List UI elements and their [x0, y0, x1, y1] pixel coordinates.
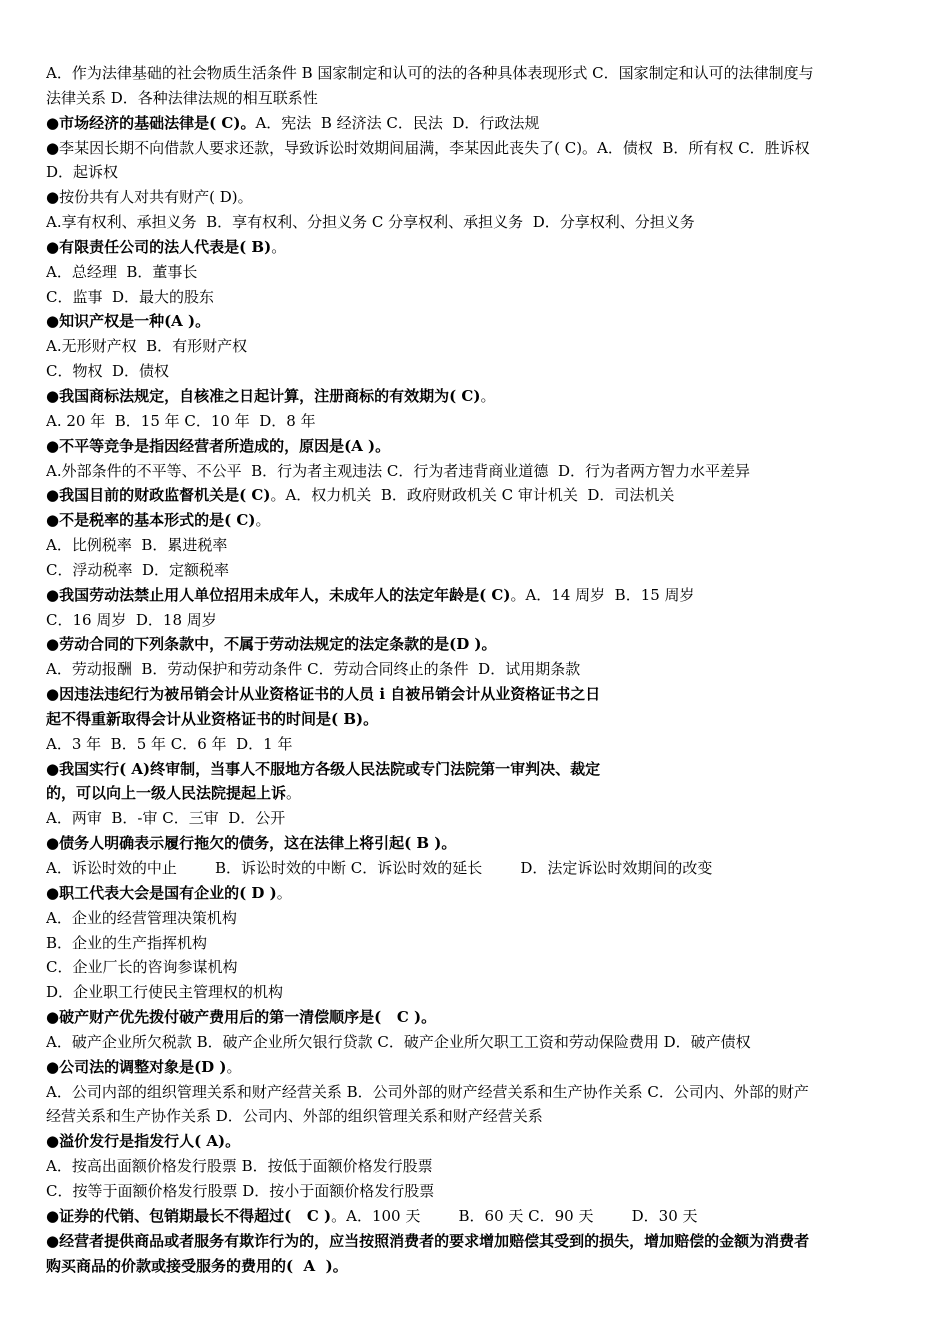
- question-text: ●有限责任公司的法人代表是( B): [46, 237, 272, 256]
- question-text: ●职工代表大会是国有企业的( D ): [46, 883, 277, 902]
- body-text: A．3 年 B．5 年 C．6 年 D．1 年: [46, 734, 293, 753]
- text-line: [46, 1254, 906, 1279]
- body-text: A．宪法 B 经济法 C．民法 D．行政法规: [255, 113, 540, 132]
- question-text: ●知识产权是一种(A )。: [46, 312, 211, 331]
- text-line: [46, 136, 906, 161]
- text-line: [46, 185, 906, 210]
- question-text: ●公司法的调整对象是(D ): [46, 1057, 227, 1076]
- question-text: ●我国目前的财政监督机关是( C): [46, 486, 271, 505]
- question-text: ●不平等竞争是指因经营者所造成的，原因是(A )。: [46, 436, 391, 455]
- question-text: ●债务人明确表示履行拖欠的债务，这在法律上将引起( B )。: [46, 834, 457, 853]
- text-line: [46, 533, 906, 558]
- text-line: [46, 1055, 906, 1080]
- text-line: [46, 757, 906, 782]
- question-text: ●我国商标法规定，自核准之日起计算，注册商标的有效期为( C): [46, 386, 481, 405]
- text-line: [46, 806, 906, 831]
- body-text: A.外部条件的不平等、不公平 B．行为者主观违法 C．行为者违背商业道德 D．行为者两方智力水平差异: [46, 461, 750, 480]
- text-line: [46, 334, 906, 359]
- question-text: ●经营者提供商品或者服务有欺诈行为的，应当按照消费者的要求增加赔偿其受到的损失，增加赔偿的金额为消费者: [46, 1231, 810, 1250]
- text-line: [46, 980, 906, 1005]
- text-line: [46, 235, 906, 260]
- text-line: [46, 657, 906, 682]
- text-line: [46, 384, 906, 409]
- text-line: [46, 1179, 906, 1204]
- body-text: ●李某因长期不向借款人要求还款，导致诉讼时效期间届满，李某因此丧失了( C)。A．债权 B．所有权 C．胜诉权: [46, 138, 810, 157]
- question-text: ●不是税率的基本形式的是( C): [46, 511, 256, 530]
- body-text: 经营关系和生产协作关系 D．公司内、外部的组织管理关系和财产经营关系: [46, 1107, 543, 1126]
- body-text: 。: [271, 237, 287, 256]
- text-line: [46, 1229, 906, 1254]
- body-text: C．按等于面额价格发行股票 D．按小于面额价格发行股票: [46, 1181, 435, 1200]
- question-text: 的，可以向上一级人民法院提起上诉: [46, 784, 287, 803]
- body-text: C．浮动税率 D．定额税率: [46, 560, 230, 579]
- body-text: 。A．权力机关 B．政府财政机关 C 审计机关 D．司法机关: [270, 486, 675, 505]
- text-line: [46, 1080, 906, 1105]
- text-line: [46, 583, 906, 608]
- text-line: [46, 1005, 906, 1030]
- question-text: ●因违法违纪行为被吊销会计从业资格证书的人员 i 自被吊销会计从业资格证书之日: [46, 685, 601, 704]
- body-text: A．总经理 B．董事长: [46, 262, 198, 281]
- text-line: [46, 508, 906, 533]
- text-line: [46, 558, 906, 583]
- body-text: A.享有权利、承担义务 B．享有权利、分担义务 C 分享权利、承担义务 D．分享权利、分担义务: [46, 213, 695, 232]
- text-line: [46, 1204, 906, 1229]
- body-text: 。A．100 天 B．60 天 C．90 天 D．30 天: [331, 1206, 698, 1225]
- body-text: A. 20 年 B．15 年 C．10 年 D．8 年: [46, 411, 316, 430]
- text-line: [46, 1154, 906, 1179]
- text-line: [46, 881, 906, 906]
- text-line: [46, 608, 906, 633]
- body-text: 。: [255, 511, 271, 530]
- text-line: [46, 1129, 906, 1154]
- body-text: C．16 周岁 D．18 周岁: [46, 610, 217, 629]
- text-line: [46, 285, 906, 310]
- question-text: 起不得重新取得会计从业资格证书的时间是( B)。: [46, 709, 379, 728]
- text-line: [46, 831, 906, 856]
- body-text: 。A．14 周岁 B．15 周岁: [510, 585, 695, 604]
- body-text: A．作为法律基础的社会物质生活条件 B 国家制定和认可的法的各种具体表现形式 C．国家制定和认可的法律制度与: [46, 64, 814, 82]
- body-text: 。: [480, 386, 496, 405]
- text-line: [46, 955, 906, 980]
- question-text: ●证券的代销、包销期最长不得超过( C ): [46, 1206, 332, 1225]
- question-text: ●破产财产优先拨付破产费用后的第一清偿顺序是( C )。: [46, 1008, 437, 1027]
- body-text: A．比例税率 B．累进税率: [46, 536, 228, 555]
- body-text: C．企业厂长的咨询参谋机构: [46, 958, 238, 977]
- body-text: C．物权 D．债权: [46, 362, 170, 381]
- text-line: [46, 409, 906, 434]
- text-line: [46, 61, 906, 86]
- body-text: 。: [286, 784, 302, 803]
- body-text: A．两审 B．-审 C．三审 D．公开: [46, 809, 286, 828]
- text-line: [46, 459, 906, 484]
- body-text: D．企业职工行使民主管理权的机构: [46, 983, 284, 1002]
- text-line: [46, 1030, 906, 1055]
- text-line: [46, 732, 906, 757]
- text-line: [46, 359, 906, 384]
- body-text: B．企业的生产指挥机构: [46, 933, 208, 952]
- text-line: [46, 781, 906, 806]
- text-line: [46, 632, 906, 657]
- question-text: ●溢价发行是指发行人( A)。: [46, 1132, 241, 1151]
- text-line: [46, 1104, 906, 1129]
- text-line: [46, 210, 906, 235]
- text-line: [46, 260, 906, 285]
- body-text: A．破产企业所欠税款 B．破产企业所欠银行贷款 C．破产企业所欠职工工资和劳动保险费用 D．破产债权: [46, 1032, 751, 1051]
- body-text: A．劳动报酬 B．劳动保护和劳动条件 C．劳动合同终止的条件 D．试用期条款: [46, 660, 581, 679]
- body-text: C．监事 D．最大的股东: [46, 287, 215, 306]
- body-text: D．起诉权: [46, 163, 119, 182]
- body-text: A．诉讼时效的中止 B．诉讼时效的中断 C．诉讼时效的延长 D．法定诉讼时效期间的改变: [46, 859, 713, 877]
- text-line: [46, 931, 906, 956]
- question-text: 购买商品的价款或接受服务的费用的( A )。: [46, 1256, 348, 1275]
- body-text: A．按高出面额价格发行股票 B．按低于面额价格发行股票: [46, 1157, 433, 1176]
- text-line: [46, 160, 906, 185]
- body-text: 。: [226, 1057, 242, 1076]
- body-text: A．企业的经营管理决策机构: [46, 908, 237, 927]
- body-text: 。: [276, 883, 292, 902]
- body-text: ●按份共有人对共有财产( D)。: [46, 188, 253, 207]
- text-line: [46, 682, 906, 707]
- text-line: [46, 111, 906, 136]
- question-text: ●市场经济的基础法律是( C)。: [46, 113, 256, 132]
- question-text: ●我国劳动法禁止用人单位招用未成年人，未成年人的法定年龄是( C): [46, 585, 511, 604]
- text-line: [46, 309, 906, 334]
- text-line: [46, 906, 906, 931]
- text-line: [46, 86, 906, 111]
- text-line: [46, 707, 906, 732]
- question-text: ●劳动合同的下列条款中，不属于劳动法规定的法定条款的是(D )。: [46, 635, 497, 654]
- body-text: 法律关系 D．各种法律法规的相互联系性: [46, 88, 318, 107]
- body-text: A.无形财产权 B．有形财产权: [46, 337, 248, 356]
- body-text: A．公司内部的组织管理关系和财产经营关系 B．公司外部的财产经营关系和生产协作关系 C．公司内、外部的财产: [46, 1082, 809, 1101]
- text-line: [46, 434, 906, 459]
- question-text: ●我国实行( A)终审制，当事人不服地方各级人民法院或专门法院第一审判决、裁定: [46, 759, 601, 778]
- text-line: [46, 483, 906, 508]
- text-line: [46, 856, 906, 881]
